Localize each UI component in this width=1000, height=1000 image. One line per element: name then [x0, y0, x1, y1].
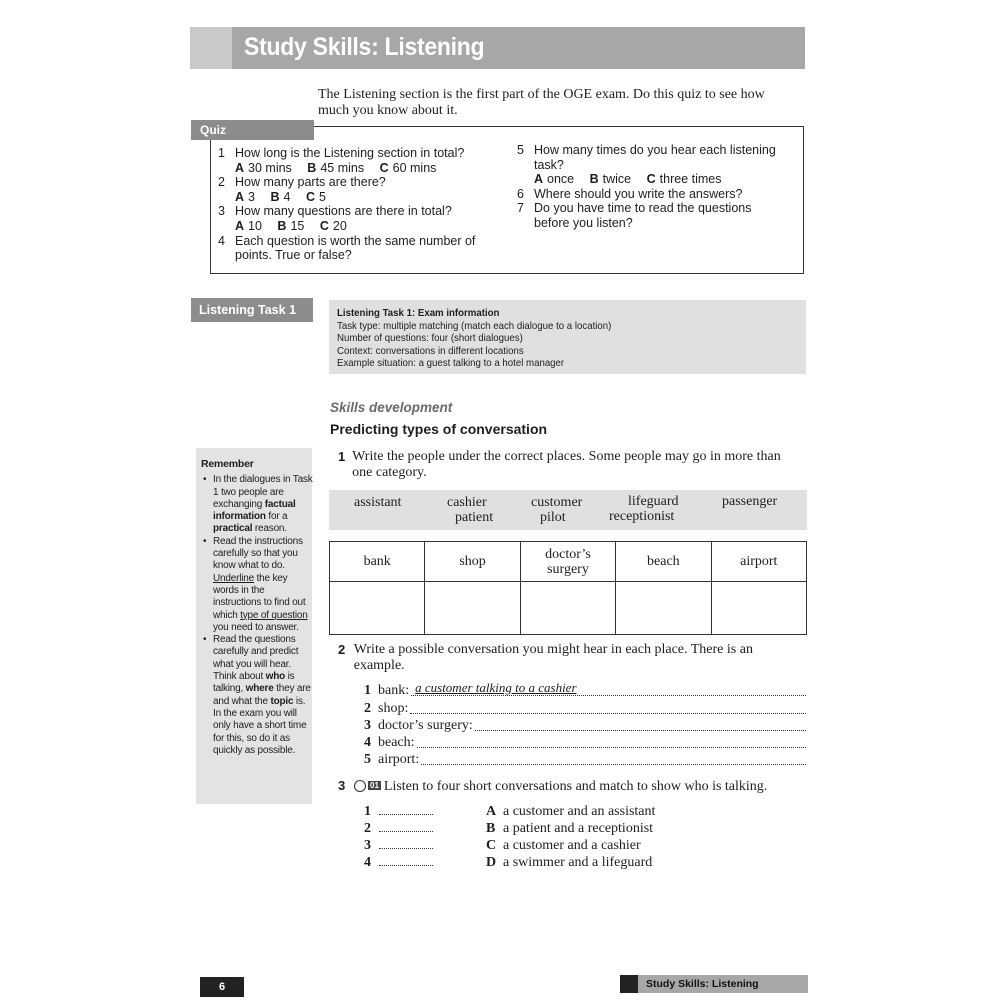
quiz-options: A 30 mins B 45 mins C 60 mins	[235, 160, 437, 175]
task-info-line: Task type: multiple matching (match each dialogue to a location)	[337, 319, 612, 332]
remember-title: Remember	[201, 458, 254, 470]
section-heading: Predicting types of conversation	[330, 421, 548, 437]
exercise-number: 1	[338, 449, 346, 464]
word: passenger	[722, 494, 778, 509]
match-answer-blank[interactable]	[379, 838, 433, 849]
exercise-number: 3	[338, 778, 346, 793]
intro-text: The Listening section is the first part of the OGE exam. Do this quiz to see how much you know about it.	[318, 87, 765, 118]
word: assistant	[354, 495, 402, 510]
task-info-line: Context: conversations in different locations	[337, 344, 524, 357]
title-accent	[190, 27, 232, 69]
word-box	[329, 490, 807, 530]
match-answer-blank[interactable]	[379, 821, 433, 832]
answer-line[interactable]: 4 beach:	[364, 734, 806, 751]
table-cell: beach	[616, 542, 711, 582]
skills-heading: Skills development	[330, 400, 453, 415]
word: cashier	[447, 495, 487, 510]
task-info-text	[337, 307, 611, 370]
answer-cell[interactable]	[520, 582, 615, 635]
answer-line[interactable]: 2 shop:	[364, 700, 806, 717]
quiz-question: 5 How many times do you hear each listening	[517, 143, 776, 157]
answer-line[interactable]: 5 airport:	[364, 751, 806, 768]
quiz-options: A 3 B 4 C 5	[235, 189, 326, 204]
match-answer-blank[interactable]	[379, 804, 433, 815]
quiz-question: 2 How many parts are there?	[218, 175, 386, 190]
exercise-instruction: Listen to four short conversations and match to show who is talking.	[383, 779, 768, 794]
track-number: 01	[370, 781, 379, 791]
match-answer-blank[interactable]	[379, 855, 433, 866]
match-row: 2 B a patient and a receptionist	[364, 821, 654, 836]
table-cell: doctor’s surgery	[520, 542, 615, 582]
word: lifeguard	[628, 494, 679, 509]
quiz-left-column	[218, 146, 508, 263]
task-info-title: Listening Task 1: Exam information	[337, 307, 500, 319]
exercise-number: 2	[338, 642, 346, 657]
quiz-options: A 10 B 15 C 20	[235, 218, 347, 233]
word: pilot	[540, 510, 566, 525]
quiz-question: 7 Do you have time to read the questions	[517, 201, 752, 216]
exercise-instruction: Write the people under the correct places. Some people may go in more than one category.	[352, 449, 781, 480]
answer-line[interactable]: 3 doctor’s surgery:	[364, 717, 806, 734]
exercise-instruction: Write a possible conversation you might hear in each place. There is an example.	[353, 642, 753, 673]
remember-content	[201, 458, 313, 757]
places-table	[329, 541, 807, 635]
match-row: 4 D a swimmer and a lifeguard	[364, 855, 653, 870]
answer-cell[interactable]	[330, 582, 425, 635]
task-info-line: Number of questions: four (short dialogues)	[337, 332, 523, 345]
match-row: 1 A a customer and an assistant	[364, 804, 656, 819]
exercise-3	[338, 778, 767, 795]
exercise-2	[338, 642, 800, 674]
cd-icon	[354, 780, 366, 792]
quiz-right-column	[517, 143, 799, 231]
remember-bullet: • Read the instructions carefully so that you know what to do. Underline the key words in the instructions to find out which type of question you need to answer.	[213, 536, 313, 634]
answer-cell[interactable]	[425, 582, 520, 635]
word: customer	[531, 495, 583, 510]
task-info-line: Example situation: a guest talking to a hotel manager	[337, 357, 565, 370]
word: receptionist	[609, 509, 675, 524]
word: patient	[455, 510, 494, 525]
remember-bullet: • In the dialogues in Task 1 two people are exchanging factual information for a practical reason.	[213, 474, 313, 535]
footer-accent	[620, 975, 638, 993]
example-answer: a customer talking to a cashier	[415, 680, 577, 695]
answer-line[interactable]: 1 bank: a customer talking to a cashier	[364, 682, 806, 699]
answer-cell[interactable]	[616, 582, 711, 635]
page-number: 6	[200, 977, 244, 997]
remember-bullet: • Read the questions carefully and predict what you will hear. Think about who is talking, where they are and what the topic is. In the exam you will only have a short time for this, so do it as quickly as possible.	[213, 634, 313, 757]
quiz-question-cont: points. True or false?	[235, 248, 352, 263]
table-cell: bank	[330, 542, 425, 582]
page-title: Study Skills: Listening	[244, 33, 485, 61]
table-cell: shop	[425, 542, 520, 582]
quiz-label: Quiz	[191, 120, 314, 140]
quiz-options: A once B twice C three times	[534, 172, 722, 187]
quiz-question: 1 How long is the Listening section in total?	[218, 146, 465, 160]
quiz-question: 3 How many questions are there in total?	[218, 204, 452, 219]
quiz-question: 6 Where should you write the answers?	[517, 186, 743, 201]
match-row: 3 C a customer and a cashier	[364, 838, 641, 853]
exercise-1	[338, 449, 800, 481]
table-cell: airport	[711, 542, 806, 582]
task-label: Listening Task 1	[191, 298, 313, 322]
quiz-question-cont: task?	[534, 157, 564, 172]
quiz-question-cont: before you listen?	[534, 215, 633, 230]
quiz-question: 4 Each question is worth the same number of	[218, 233, 476, 248]
running-title: Study Skills: Listening	[646, 978, 759, 990]
answer-cell[interactable]	[711, 582, 806, 635]
